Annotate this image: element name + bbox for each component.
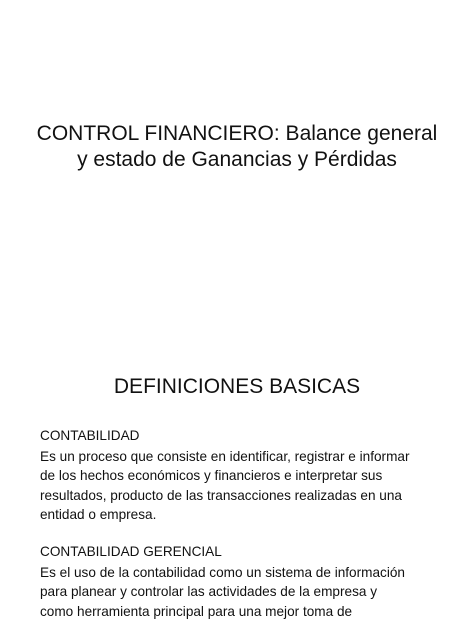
- slide-1-title: [20, 121, 454, 173]
- paragraph-line: resultados, producto de las transacciones realizadas en una: [40, 487, 402, 503]
- paragraph-line: para planear y controlar las actividades de la empresa y: [40, 584, 378, 600]
- slide-1-title-line-1: CONTROL FINANCIERO: Balance general: [36, 122, 438, 145]
- slide-2-body: [40, 426, 452, 621]
- section-heading: CONTABILIDAD GERENCIAL: [40, 544, 222, 560]
- slide-2: [0, 316, 474, 632]
- slide-2-title: DEFINICIONES BASICAS: [113, 375, 361, 398]
- paragraph-line: de los hechos económicos y financieros e interpretar sus: [40, 468, 383, 484]
- paragraph-line: Es un proceso que consiste en identificar, registrar e informar: [40, 449, 410, 465]
- paragraph-line: Es el uso de la contabilidad como un sistema de información: [40, 565, 405, 581]
- section-paragraph: [40, 447, 452, 524]
- paragraph-line: como herramienta principal para una mejor toma de: [40, 603, 353, 619]
- section-paragraph: [40, 563, 452, 621]
- section-heading: CONTABILIDAD: [40, 428, 140, 443]
- section-contabilidad-gerencial: [40, 542, 452, 621]
- section-contabilidad: [40, 426, 452, 524]
- section-spacer: [40, 524, 452, 542]
- paragraph-line: entidad o empresa.: [40, 506, 157, 522]
- slide-1-title-line-2: y estado de Ganancias y Pérdidas: [77, 148, 397, 171]
